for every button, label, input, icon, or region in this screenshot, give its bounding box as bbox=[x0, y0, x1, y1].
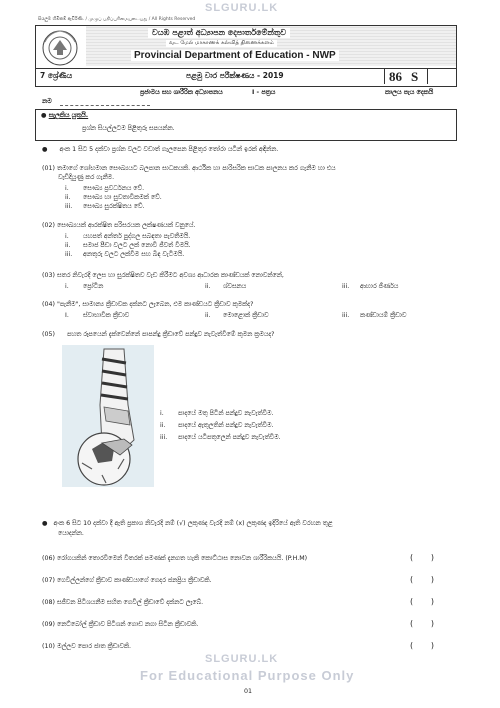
emblem-icon bbox=[39, 28, 81, 68]
code-number: 86 bbox=[389, 69, 402, 84]
question-2: (02) සෞඛ්‍යයක් ආරක්ෂිත පරිසරයක ලක්ෂණයක් වනුයේ. bbox=[42, 222, 196, 229]
q3-option-3[interactable]: iii. ආහාර ජීර්ණය bbox=[342, 283, 399, 290]
q1-num: (01) bbox=[42, 165, 55, 172]
code-letter: S bbox=[411, 69, 419, 84]
section2-instruction-2: යොදන්න. bbox=[58, 530, 84, 537]
q2-option-2[interactable]: ii. සමාජ පීඩා වලට ලක් නොවී ජීවත් වීමයි. bbox=[65, 242, 191, 249]
name-line[interactable] bbox=[60, 105, 150, 106]
q5-option-1[interactable]: i. පාදයේ මතු පිටින් පන්දුව නැවැත්වීම. bbox=[160, 410, 274, 417]
header-line2: வட மேல் மாகாணக் கல்வித் திணைக்களம் bbox=[166, 40, 277, 47]
q1-text2: වැඩිදියුණු කර ගැනීම. bbox=[58, 174, 115, 181]
paper-label: I - පත්‍රය bbox=[252, 89, 276, 96]
grade-label: 7 ශ්‍රේණිය bbox=[40, 71, 73, 80]
tf-item-8: (08) සජීවන පිටිශයනීම සහිත ගෙවිල් ක්‍රීඩාවේ දක්නට ලැබේ. bbox=[42, 599, 204, 606]
q4-option-3[interactable]: iii. කණ්ඩායම් ක්‍රීඩාව bbox=[342, 312, 407, 319]
instructions-title bbox=[41, 112, 88, 120]
tf-item-10: (10) මල්ලව පොර ජාත ක්‍රීඩාවකි. bbox=[42, 643, 131, 650]
page-number: 01 bbox=[244, 688, 253, 695]
section1-instruction-text: අංක 1 සිට 5 දක්වා ප්‍රශ්න වලට වඩාත් ගැලපෙන පිළිතුර තෝරා යටින් ඉරක් අඳින්න. bbox=[59, 146, 279, 153]
q4-option-2[interactable]: ii. මොළොක් ක්‍රීඩාව bbox=[205, 312, 269, 319]
tf-item-6: (06) රෝගයකින් තොරවීමෙන් විතරක් පමණක් දැනගත හැකි කොට්ඨාස නොවන ශාරීරිකයයි. (P.H.M) bbox=[42, 555, 308, 562]
tf-item-7: (07) ගෙවිල්ලන්ගේ ක්‍රීඩාව කාණ්ඩයාගේ ගෙදර ජනප්‍රිය ක්‍රීඩාවකි. bbox=[42, 577, 212, 584]
tf-answer-7[interactable]: ( ) bbox=[410, 575, 435, 584]
q2-option-1[interactable]: i. යහපත් අන්තර් පුද්ගල සබඳතා පැවතීමයි. bbox=[65, 233, 191, 240]
q1-option-3[interactable]: iii. සෞඛ්‍ය සුරක්ෂිතය වේ. bbox=[65, 203, 145, 210]
exam-title: පළමු වාර පරීක්ෂණය - 2019 bbox=[186, 71, 284, 80]
code-box bbox=[384, 69, 455, 84]
copyright-note: සියලුම හිමිකම් ඇවිරිණි. / முழுப் பதிப்புரிமையுடையது / All Rights Reserved bbox=[38, 17, 196, 22]
instructions-box bbox=[35, 109, 457, 141]
section2-instruction: ● අංක 6 සිට 10 දක්වා දී ඇති ප්‍රකාශ නිවැරදි නම් (√) ලකුණද වැරදි නම් (x) ලකුණද ඉදිරියේ ඇති වරහන තුළ bbox=[42, 520, 333, 527]
instructions-title-text: සැලකිය යුතුයි. bbox=[48, 112, 89, 119]
q1-text: තමාගේ ශෝභමාන සෞඛ්‍යයට බලපාන සාධකයකි. ආර්ථික හා පාරිසරික සාධක පාලනය කර ගැනීම හා එය bbox=[56, 165, 336, 172]
q5-option-2[interactable]: ii. පාදයේ ඇතුලතින් පන්දුව නැවැත්වීම. bbox=[160, 422, 274, 429]
q1-option-2[interactable]: ii. සෞඛ්‍ය හා සුවතාවිකමක් වේ. bbox=[65, 194, 162, 201]
q3-option-1[interactable]: i. ප්‍රෝටීන bbox=[65, 283, 104, 290]
question-1 bbox=[42, 165, 336, 173]
name-label: නම bbox=[42, 98, 52, 105]
question-3: (03) සතර නිවැරදි ලෙස හා සුරක්ෂිතව වැඩ කිරීමට අවශ්‍ය ආධාරක කාණ්ඩයක් නොවන්නේ, bbox=[42, 272, 284, 279]
bullet-icon: ● bbox=[42, 146, 48, 153]
header-line1: වයඹ පළාත් අධ්‍යාපන දෙපාර්තමේන්තුව bbox=[148, 28, 290, 38]
bullet-icon: ● bbox=[41, 112, 47, 119]
tf-answer-9[interactable]: ( ) bbox=[410, 619, 435, 628]
header-box bbox=[35, 25, 457, 87]
q2-option-3[interactable]: iii. අනතුරු වලට ලක්වීම සහ බිඳ වැටීමයි. bbox=[65, 251, 185, 258]
q5-option-3[interactable]: iii. පාදයේ යටිපතුලෙන් පන්දුව නැවැත්වීම. bbox=[160, 434, 281, 441]
question-5: (05) පහත රූපයෙන් දැක්වෙන්නේ පාපන්දු ක්‍රීඩාවේ පන්දුව නැවැත්වීමේ කුමන ක්‍රමයද? bbox=[42, 331, 275, 338]
watermark-bottom-site: SLGURU.LK bbox=[205, 653, 279, 665]
watermark-top: SLGURU.LK bbox=[205, 2, 279, 14]
tf-item-9: (09) නෙට්බෝල් ක්‍රීඩාව පිටිශන් ගොඩ නගා සිටින ක්‍රීඩාවකි. bbox=[42, 621, 199, 628]
q1-option-1[interactable]: i. සෞඛ්‍ය ප්‍රවර්ධනය වේ. bbox=[65, 185, 145, 192]
header-line3: Provincial Department of Education - NWP bbox=[131, 50, 339, 61]
time-label: කාලය පැය දෙකයි bbox=[385, 89, 434, 96]
bullet-icon: ● bbox=[42, 520, 48, 527]
section1-instruction bbox=[42, 146, 278, 154]
tf-answer-10[interactable]: ( ) bbox=[410, 641, 435, 650]
tf-answer-6[interactable]: ( ) bbox=[410, 553, 435, 562]
header-banner bbox=[86, 26, 456, 66]
subject-label: ප්‍රජාමය සහ ශාරීරික අධ්‍යාපනය bbox=[140, 89, 223, 96]
tf-answer-8[interactable]: ( ) bbox=[410, 597, 435, 606]
q3-option-2[interactable]: ii. ශ්වසනය bbox=[205, 283, 247, 290]
question-4: (04) "පැනීම", සාමාන්‍ය ක්‍රීඩාවක දක්නට ලැබෙන, එම කාණ්ඩයට ක්‍රීඩාව කුමක්ද? bbox=[42, 301, 254, 308]
instructions-line: ප්‍රශ්න සියල්ලටම පිළිතුරු සපයන්න. bbox=[82, 125, 175, 132]
q4-option-1[interactable]: I. ස්වාභාවික ක්‍රීඩාව bbox=[65, 312, 130, 319]
code-separator bbox=[427, 69, 428, 84]
football-leg-image bbox=[62, 345, 154, 487]
watermark-bottom-text: For Educational Purpose Only bbox=[140, 668, 355, 683]
